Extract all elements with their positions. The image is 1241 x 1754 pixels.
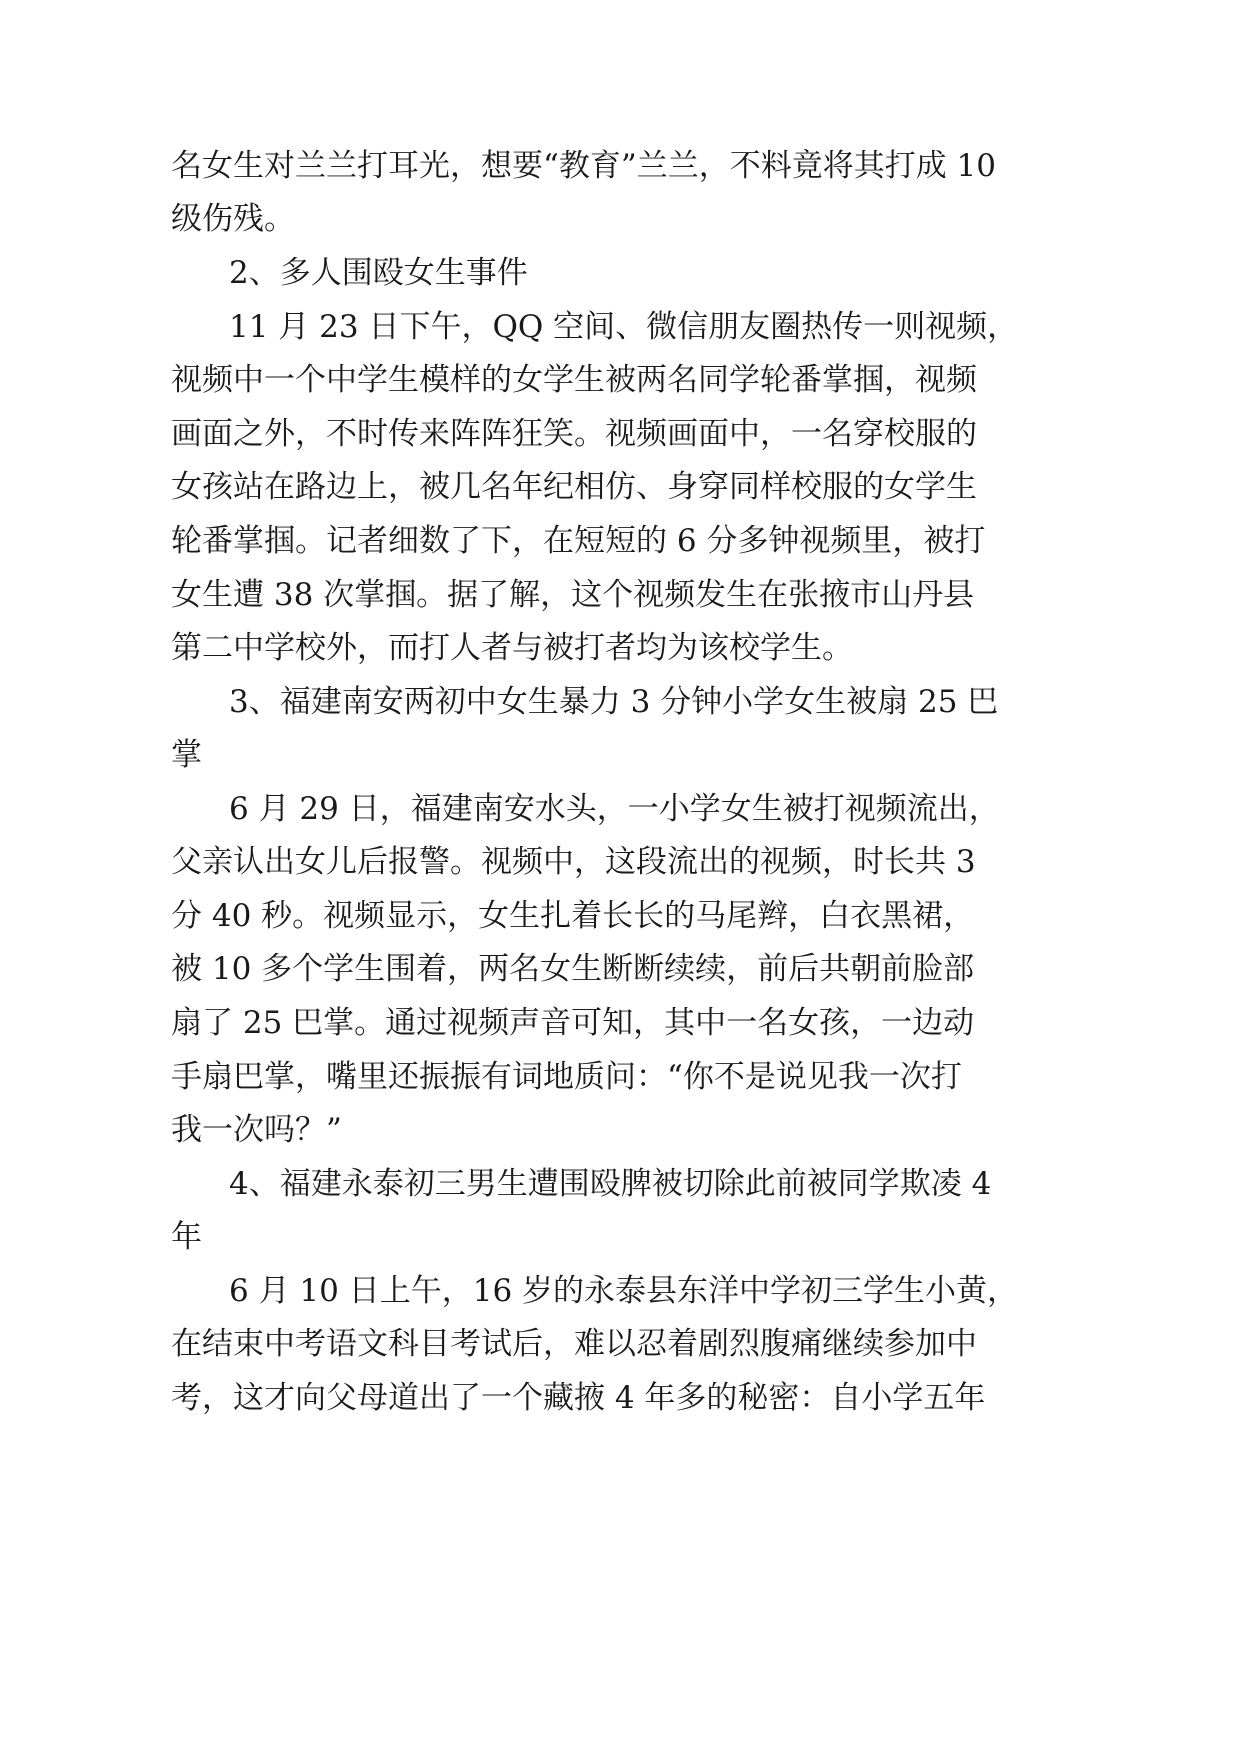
text-line-content: 父亲认出女儿后报警。视频中，这段流出的视频，时长共 3 — [171, 844, 976, 880]
section-heading — [0, 250, 1241, 296]
text-line-content: 被 10 多个学生围着，两名女生断断续续，前后共朝前脸部 — [171, 951, 975, 987]
text-line — [0, 464, 1241, 510]
text-line-content: 名女生对兰兰打耳光，想要“教育”兰兰，不料竟将其打成 10 — [171, 148, 996, 184]
text-line-content: 视频中一个中学生模样的女学生被两名同学轮番掌掴，视频 — [171, 362, 977, 398]
text-line — [0, 1375, 1241, 1421]
text-line-content: 手扇巴掌，嘴里还振振有词地质问：“你不是说见我一次打 — [171, 1059, 962, 1095]
section-heading-text: 掌 — [171, 737, 202, 773]
text-line-content: 级伤残。 — [171, 201, 295, 237]
text-line — [0, 1107, 1241, 1153]
section-heading — [0, 732, 1241, 778]
text-line — [0, 1321, 1241, 1367]
text-line-content: 分 40 秒。视频显示，女生扎着长长的马尾辫，白衣黑裙， — [171, 898, 975, 934]
section-heading-text: 年 — [171, 1219, 202, 1255]
section-heading-text: 2、多人围殴女生事件 — [229, 255, 528, 291]
text-line — [0, 196, 1241, 242]
section-heading — [0, 1214, 1241, 1260]
text-line-content: 在结束中考语文科目考试后，难以忍着剧烈腹痛继续参加中 — [171, 1326, 977, 1362]
text-line — [0, 625, 1241, 671]
text-line-content: 11 月 23 日下午，QQ 空间、微信朋友圈热传一则视频， — [229, 309, 1019, 345]
section-heading-text: 3、福建南安两初中女生暴力 3 分钟小学女生被扇 25 巴 — [229, 684, 999, 720]
text-line-content: 6 月 10 日上午，16 岁的永泰县东洋中学初三学生小黄， — [229, 1273, 1019, 1309]
section-heading — [0, 1161, 1241, 1207]
text-line — [0, 839, 1241, 885]
text-line — [0, 893, 1241, 939]
text-line-content: 画面之外，不时传来阵阵狂笑。视频画面中，一名穿校服的 — [171, 416, 977, 452]
text-line — [0, 1268, 1241, 1314]
text-line-content: 第二中学校外，而打人者与被打者均为该校学生。 — [171, 630, 853, 666]
text-line — [0, 518, 1241, 564]
text-line — [0, 786, 1241, 832]
text-line-content: 我一次吗？” — [171, 1112, 342, 1148]
text-line — [0, 1054, 1241, 1100]
section-heading — [0, 679, 1241, 725]
text-line-content: 女孩站在路边上，被几名年纪相仿、身穿同样校服的女学生 — [171, 469, 977, 505]
text-line — [0, 357, 1241, 403]
text-line-content: 轮番掌掴。记者细数了下，在短短的 6 分多钟视频里，被打 — [171, 523, 986, 559]
text-line-content: 扇了 25 巴掌。通过视频声音可知，其中一名女孩，一边动 — [171, 1005, 975, 1041]
text-line — [0, 946, 1241, 992]
text-line — [0, 411, 1241, 457]
text-line — [0, 143, 1241, 189]
text-line-content: 女生遭 38 次掌掴。据了解，这个视频发生在张掖市山丹县 — [171, 577, 975, 613]
text-line — [0, 1000, 1241, 1046]
text-line — [0, 304, 1241, 350]
text-line — [0, 572, 1241, 618]
text-line-content: 6 月 29 日，福建南安水头，一小学女生被打视频流出， — [229, 791, 1000, 827]
text-line-content: 考，这才向父母道出了一个藏掖 4 年多的秘密：自小学五年 — [171, 1380, 986, 1416]
section-heading-text: 4、福建永泰初三男生遭围殴脾被切除此前被同学欺凌 4 — [229, 1166, 992, 1202]
